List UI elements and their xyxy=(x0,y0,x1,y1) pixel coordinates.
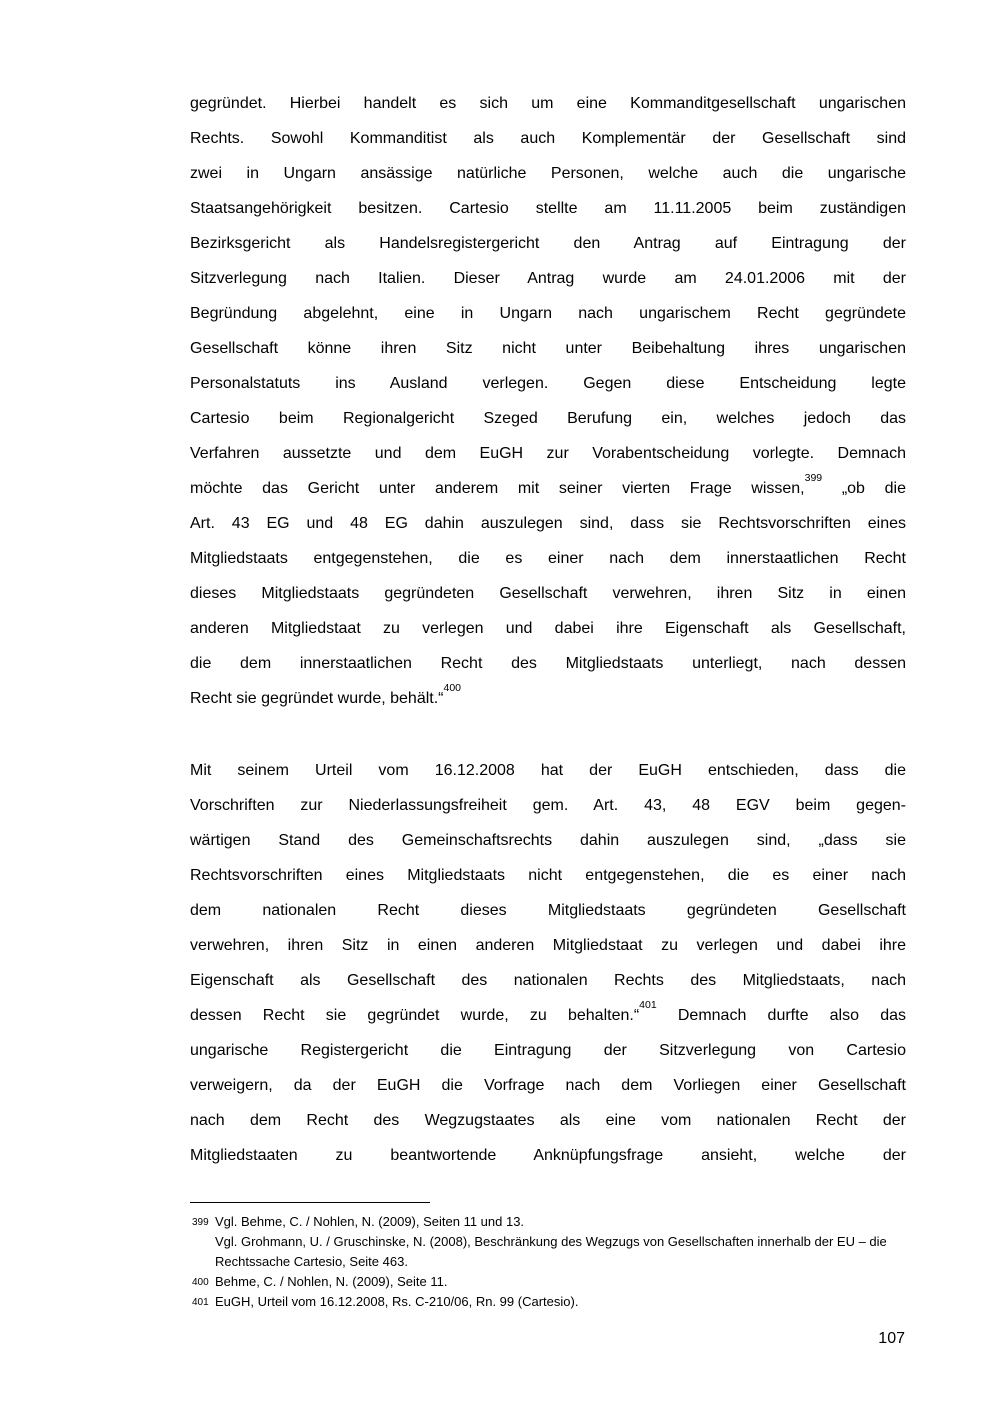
paragraph-1 xyxy=(190,86,906,716)
page-number: 107 xyxy=(878,1330,905,1347)
line-text: Demnach durfte also das xyxy=(656,1007,906,1024)
text-line: wärtigen Stand des Gemeinschaftsrechts dahin auszulegen sind, „dass sie xyxy=(190,832,906,849)
text-line: anderen Mitgliedstaat zu verlegen und dabei ihre Eigenschaft als Gesellschaft, xyxy=(190,620,906,637)
footnote-ref-401: 401 xyxy=(639,998,657,1011)
text-line: Sitzverlegung nach Italien. Dieser Antrag wurde am 24.01.2006 mit der xyxy=(190,270,906,287)
text-line: Rechts. Sowohl Kommanditist als auch Komplementär der Gesellschaft sind xyxy=(190,130,906,147)
text-line: nach dem Recht des Wegzugstaates als eine vom nationalen Recht der xyxy=(190,1112,906,1129)
text-line: verwehren, ihren Sitz in einen anderen Mitgliedstaat zu verlegen und dabei ihre xyxy=(190,937,906,954)
footnote-ref-400: 400 xyxy=(443,681,462,694)
text-line: die dem innerstaatlichen Recht des Mitgliedstaats unterliegt, nach dessen xyxy=(190,655,906,672)
footnote-separator xyxy=(190,1202,430,1203)
text-line: Mit seinem Urteil vom 16.12.2008 hat der EuGH entschieden, dass die xyxy=(190,762,906,779)
footnote-number-399: 399 xyxy=(192,1217,209,1228)
text-line: Cartesio beim Regionalgericht Szeged Berufung ein, welches jedoch das xyxy=(190,410,906,427)
footnote-item-399 xyxy=(190,1212,906,1272)
text-line: Staatsangehörigkeit besitzen. Cartesio stellte am 11.11.2005 beim zuständigen xyxy=(190,200,906,217)
text-line xyxy=(190,998,906,1033)
footnote-ref-399: 399 xyxy=(804,471,823,484)
footnote-text: EuGH, Urteil vom 16.12.2008, Rs. C-210/06, Rn. 99 (Cartesio). xyxy=(215,1294,579,1309)
footnotes-section xyxy=(190,1202,906,1312)
footnote-number-401: 401 xyxy=(192,1297,209,1308)
text-line: Eigenschaft als Gesellschaft des nationalen Rechts des Mitgliedstaats, nach xyxy=(190,972,906,989)
text-line: Verfahren aussetzte und dem EuGH zur Vorabentscheidung vorlegte. Demnach xyxy=(190,445,906,462)
text-line xyxy=(190,681,906,716)
body-text xyxy=(190,86,906,1173)
text-line: gegründet. Hierbei handelt es sich um eine Kommanditgesellschaft ungarischen xyxy=(190,95,906,112)
text-line xyxy=(190,471,906,506)
text-line: Art. 43 EG und 48 EG dahin auszulegen sind, dass sie Rechtsvorschriften eines xyxy=(190,515,906,532)
line-text: dessen Recht sie gegründet wurde, zu behalten.“ xyxy=(190,1007,640,1024)
footnote-number-400: 400 xyxy=(192,1277,209,1288)
text-line: Begründung abgelehnt, eine in Ungarn nach ungarischem Recht gegründete xyxy=(190,305,906,322)
text-line: Personalstatuts ins Ausland verlegen. Gegen diese Entscheidung legte xyxy=(190,375,906,392)
footnote-text: Behme, C. / Nohlen, N. (2009), Seite 11. xyxy=(215,1274,448,1289)
text-line: dieses Mitgliedstaats gegründeten Gesellschaft verwehren, ihren Sitz in einen xyxy=(190,585,906,602)
line-text: „ob die xyxy=(822,480,906,497)
text-line: Vorschriften zur Niederlassungsfreiheit gem. Art. 43, 48 EGV beim gegen- xyxy=(190,797,906,814)
text-line: Bezirksgericht als Handelsregistergericht den Antrag auf Eintragung der xyxy=(190,235,906,252)
line-text: möchte das Gericht unter anderem mit seiner vierten Frage wissen, xyxy=(190,480,805,497)
text-line: Mitgliedstaaten zu beantwortende Anknüpfungsfrage ansieht, welche der xyxy=(190,1147,906,1164)
text-line: Mitgliedstaats entgegenstehen, die es einer nach dem innerstaatlichen Recht xyxy=(190,550,906,567)
text-line: zwei in Ungarn ansässige natürliche Personen, welche auch die ungarische xyxy=(190,165,906,182)
text-line: dem nationalen Recht dieses Mitgliedstaats gegründeten Gesellschaft xyxy=(190,902,906,919)
line-text: Recht sie gegründet wurde, behält.“ xyxy=(190,690,444,707)
text-line: Gesellschaft könne ihren Sitz nicht unter Beibehaltung ihres ungarischen xyxy=(190,340,906,357)
paragraph-2 xyxy=(190,753,906,1173)
footnote-text-continuation: Vgl. Grohmann, U. / Gruschinske, N. (2008), Beschränkung des Wegzugs von Gesellschaften innerhalb der EU – die Rechtssache Cartesio, Seite 463. xyxy=(215,1234,887,1269)
text-line: Rechtsvorschriften eines Mitgliedstaats nicht entgegenstehen, die es einer nach xyxy=(190,867,906,884)
text-line: verweigern, da der EuGH die Vorfrage nach dem Vorliegen einer Gesellschaft xyxy=(190,1077,906,1094)
text-line: ungarische Registergericht die Eintragung der Sitzverlegung von Cartesio xyxy=(190,1042,906,1059)
footnote-text: Vgl. Behme, C. / Nohlen, N. (2009), Seiten 11 und 13. xyxy=(215,1214,525,1229)
footnote-item-401 xyxy=(190,1292,906,1312)
footnote-item-400 xyxy=(190,1272,906,1292)
